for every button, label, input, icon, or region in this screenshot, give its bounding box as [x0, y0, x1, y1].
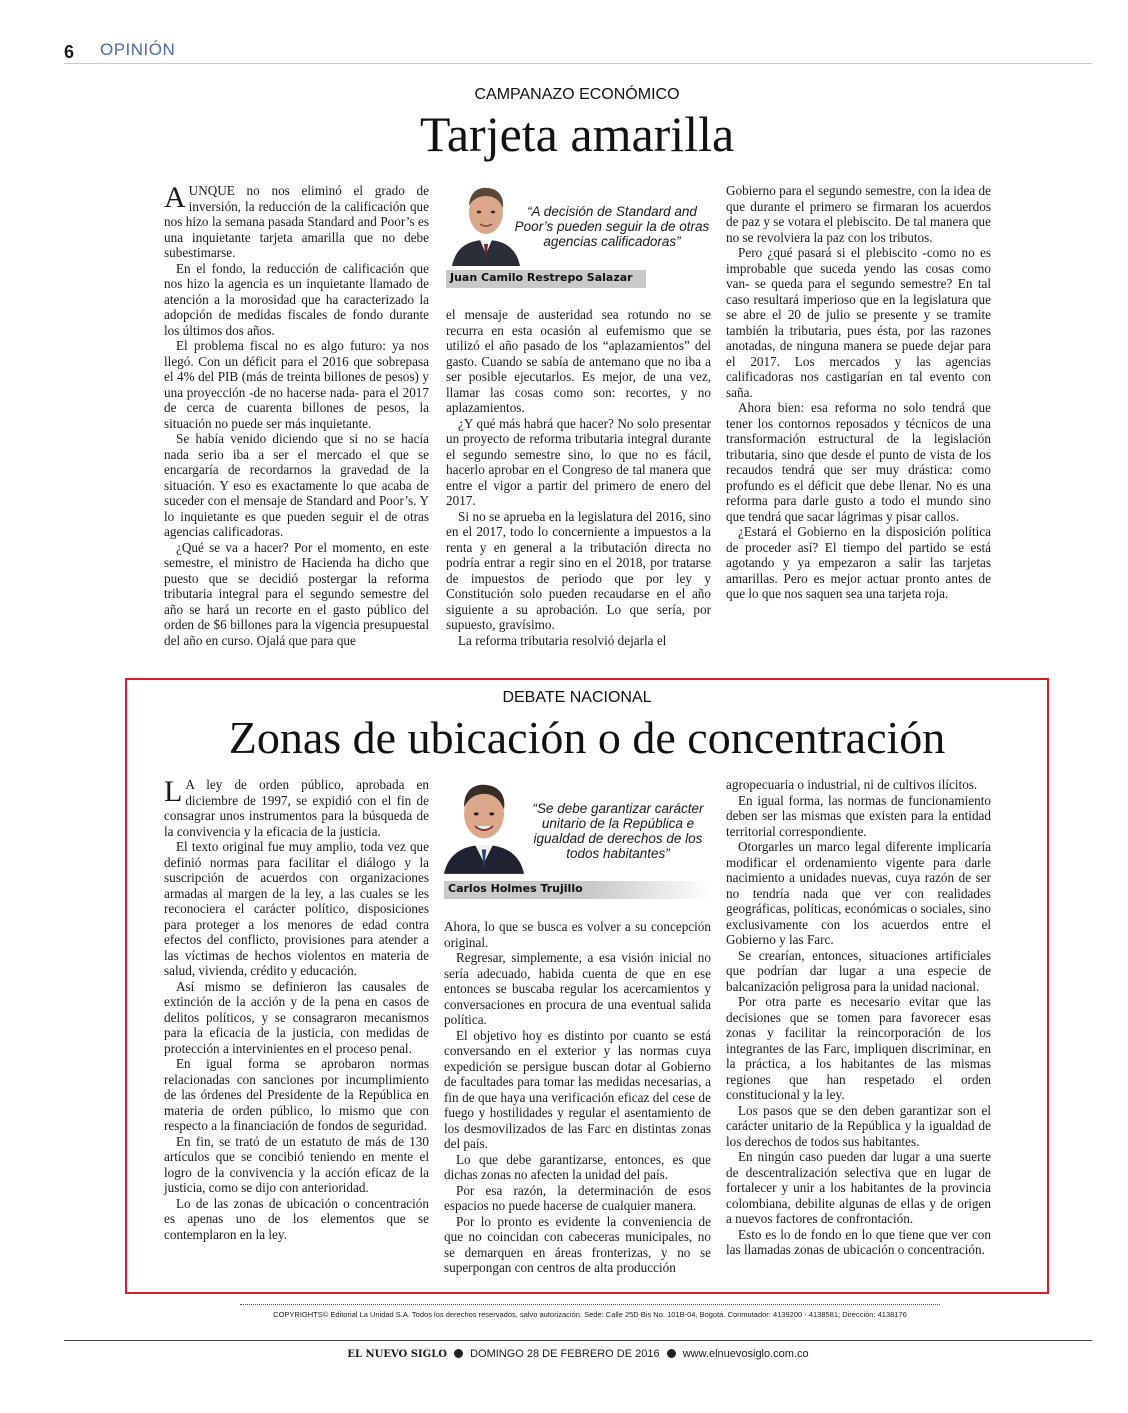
article1-author-box: [446, 178, 712, 288]
paragraph: ¿Estará el Gobierno en la disposición política de proceder así? El tiempo del partido se está agotando y ya empezaron a salir las tarjetas amarillas. Pero es mejor actuar pronto antes de que lo que nos saquen sea una tarjeta roja.: [726, 524, 991, 601]
paragraph: Por lo pronto es evidente la conveniencia de que no coincidan con cabeceras municipales, no se demarquen en áreas fronterizas, y no se superpongan con centros de alta producción: [444, 1213, 711, 1275]
paragraph: ¿Qué se va a hacer? Por el momento, en este semestre, el ministro de Hacienda ha dicho que puesto que se decidió postergar la reforma tributaria integral para el segundo semestre del año se hará un recorte en el gasto público del orden de $6 billones para la vigencia presupuestal del año en curso. Ojalá que para que: [164, 539, 429, 648]
paragraph: Por otra parte es necesario evitar que las decisiones que se tomen para favorecer esas zonas y facilitar la reincorporación de los integrantes de las Farc, impliquen discriminar, en la práctica, a los habitantes de las mismas regiones que han respetado el orden constitucional y la ley.: [726, 994, 991, 1102]
paragraph: En igual forma se aprobaron normas relacionadas con sanciones por incumplimiento de las órdenes del Presidente de la República en materia de orden público, lo mismo que con respecto a la financiación de fondos de seguridad.: [164, 1056, 429, 1133]
article2-pull-quote: “Se debe garantizar carácter unitario de la República e igualdad de derechos de los todos habitantes”: [532, 801, 704, 861]
article2-author: Carlos Holmes Trujillo: [448, 882, 583, 895]
article1-column-3: [726, 183, 991, 602]
paragraph: Se crearían, entonces, situaciones artificiales que podrían dar lugar a una especie de balcanización peligrosa para la unidad nacional.: [726, 947, 991, 994]
article1-column-2: [446, 307, 711, 648]
author-photo: [444, 773, 524, 877]
page-number: 6: [64, 42, 75, 62]
paragraph: En el fondo, la reducción de calificación que nos hizo la agencia es un inquietante llamado de atención a la morosidad que ha caracterizado la adopción de medidas fiscales de fondo durante los últimos dos años.: [164, 260, 429, 338]
paragraph: El problema fiscal no es algo futuro: ya nos llegó. Con un déficit para el 2016 que sobrepasa el 4% del PIB (más de treinta billones de pesos) y una proyección -de no hacerse nada- para el 2017 de cerca de cuarenta billones de pesos, la situación no puede ser más inquietante.: [164, 338, 429, 431]
paragraph: Esto es lo de fondo en lo que tiene que ver con las llamadas zonas de ubicación o concentración.: [726, 1226, 991, 1257]
article2-column-2: [444, 919, 711, 1276]
copyright-notice: COPYRIGHTS© Editorial La Unidad S.A. Todos los derechos reservados, salvo autorización. Sede: Calle 25D Bis No. 101B-04, Bogotá. Conmutador: 4139200 - 4138581; Dirección: 4138176: [273, 1310, 907, 1319]
newspaper-brand: EL NUEVO SIGLO: [347, 1349, 447, 1360]
paragraph: AUNQUE no nos eliminó el grado de inversión, la reducción de la calificación que nos hizo la semana pasada Standard and Poor’s es una inquietante tarjeta amarilla que no debe subestimarse.: [164, 181, 429, 260]
footer-rule: [64, 1340, 1092, 1341]
bullet-icon: [667, 1349, 676, 1358]
article1-pull-quote: “A decisión de Standard and Poor’s pueden seguir la de otras agencias calificadoras”: [514, 204, 710, 249]
article2-title: Zonas de ubicación o de concentración: [228, 712, 946, 763]
article1-title: Tarjeta amarilla: [419, 106, 735, 162]
paragraph: Si no se aprueba en la legislatura del 2016, sino en el 2017, todo lo concerniente a impuestos a la renta y en general a la tributación directa no podría entrar a regir sino en el 2018, por tratarse de impuestos de periodo que por ley y Constitución solo pueden recaudarse en el año siguiente a su aprobación. Lo que sería, por supuesto, gravísimo.: [446, 508, 711, 632]
paragraph: Lo de las zonas de ubicación o concentración es apenas uno de los elementos que se contemplaron en la ley.: [164, 1195, 429, 1242]
paragraph: Ahora, lo que se busca es volver a su concepción original.: [444, 919, 711, 950]
paragraph: La reforma tributaria resolvió dejarla el: [458, 632, 667, 648]
website-url: www.elnuevosiglo.com.co: [682, 1348, 809, 1360]
paragraph: Se había venido diciendo que si no se hacía nada serio iba a ser el mercado el que se encargaría de recordarnos la gravedad de la situación. Y eso es exactamente lo que acaba de suceder con el mensaje de Standard and Poor’s. Y lo inquietante es que pueden seguir el de otras agencias calificadoras.: [164, 431, 429, 539]
article2-column-1: [164, 777, 429, 1242]
article1-author: Juan Camilo Restrepo Salazar: [450, 271, 633, 284]
article2-column-3: [726, 777, 991, 1258]
paragraph: agropecuaria o industrial, ni de cultivos ilícitos.: [726, 777, 978, 792]
paragraph: En igual forma, las normas de funcionamiento deben ser las mismas que existen para la entidad territorial correspondiente.: [726, 792, 991, 839]
paragraph: Pero ¿qué pasará si el plebiscito -como no es improbable que suceda yendo las cosas como van- se queda para el segundo semestre? En tal caso resultará imperioso que en la legislatura que se abre el 20 de julio se presente y se tramite también la tributaria, pues ésta, por las razones anotadas, de ninguna manera se puede dejar para el 2017. Los mercados y las agencias calificadoras nos castigarían en tal evento con saña.: [726, 245, 991, 400]
paragraph: El texto original fue muy amplio, toda vez que definió normas para facilitar el diálogo y la suscripción de acuerdos con organizaciones armadas al margen de la ley, a las cuales se les reconociera el carácter político, disposiciones para proteger a los menores de edad contra efectos del conflicto, provisiones para atender a las víctimas de hechos violentos en materia de salud, vivienda, crédito y educación.: [164, 839, 429, 978]
section-name: OPINIÓN: [100, 40, 176, 59]
paragraph: Los pasos que se den deben garantizar son el carácter unitario de la República y la igualdad de los derechos de todos sus habitantes.: [726, 1102, 991, 1149]
article2-author-box: [444, 773, 712, 899]
article2-byline-bar: [444, 881, 712, 899]
bullet-icon: [454, 1349, 463, 1358]
article2-kicker: DEBATE NACIONAL: [502, 689, 652, 706]
drop-cap: L: [164, 775, 183, 808]
paragraph: Gobierno para el segundo semestre, con la idea de que durante el primero se firmaran los acuerdos de paz y se votara el plebiscito. De tal manera que no se revolviera la paz con los tributos.: [726, 183, 991, 245]
paragraph: L A ley de orden público, aprobada en diciembre de 1997, se expidió con el fin de consagrar unos instrumentos para la búsqueda de la convivencia y la eficacia de la justicia.: [164, 775, 429, 839]
paragraph: En ningún caso pueden dar lugar a una suerte de descentralización selectiva que en lugar de fortalecer y unir a los habitantes de la provincia colombiana, debilite algunas de ellas y de origen a nuevos factores de confrontación.: [726, 1149, 991, 1226]
paragraph: Regresar, simplemente, a esa visión inicial no sería adecuado, habida cuenta de que en ese entonces se buscaba regular los acercamientos y conversaciones en procura de una eventual salida política.: [444, 950, 711, 1027]
drop-cap: A: [164, 181, 186, 214]
publication-date: DOMINGO 28 DE FEBRERO DE 2016: [470, 1348, 660, 1360]
article1-kicker: CAMPANAZO ECONÓMICO: [474, 86, 680, 103]
copyright-rule: [240, 1304, 940, 1305]
paragraph: Ahora bien: esa reforma no solo tendrá que tener los contornos reposados y técnicos de una transformación estructural de la legislación tributaria, sino que desde el punto de vista de los recaudos tendrá que ser muy drástica: como profundo es el déficit que debe llenar. No es una reforma para darle gusto a todo el mundo sino que tendrá que sacar lágrimas y pisar callos.: [726, 400, 991, 524]
paragraph: En fin, se trató de un estatuto de más de 130 artículos que se concibió teniendo en mente el logro de la convivencia y la acción eficaz de la justicia, como se dijo con anterioridad.: [164, 1133, 429, 1195]
paragraph: El objetivo hoy es distinto por cuanto se está conversando en el exterior y las normas cuya expedición se persigue buscan dotar al Gobierno de facultades para tomar las medidas necesarias, a fin de que haya una verificación eficaz del cese de fuego y hostilidades y regular el asentamiento de los desmovilizados de las Farc en distintas zonas del país.: [444, 1027, 711, 1151]
paragraph: Así mismo se definieron las causales de extinción de la acción y de la pena en casos de delitos políticos, y se consagraron mecanismos para la eficacia de la justicia, con medidas de protección a intervinientes en el proceso penal.: [164, 978, 429, 1056]
paragraph: ¿Y qué más habrá que hacer? No solo presentar un proyecto de reforma tributaria integral durante el segundo semestre sino, lo que no es fácil, hacerlo aprobar en el Congreso de tal manera que entre el vigor a partir del primero de enero del 2017.: [446, 415, 711, 508]
paragraph: Otorgarles un marco legal diferente implicaría modificar el ordenamiento vigente para darle nacimiento a unidades nuevas, cuya razón de ser no tendría nada que ver con realidades geográficas, políticas, económicas o sociales, sino exclusivamente con los acuerdos entre el Gobierno y las Farc.: [726, 839, 991, 947]
page-footer: [64, 1348, 1092, 1360]
article1-byline-bar: [446, 270, 646, 288]
paragraph: Lo que debe garantizarse, entonces, es que dichas zonas no afecten la unidad del país.: [444, 1151, 711, 1182]
article1-column-1: [164, 183, 429, 648]
paragraph: el mensaje de austeridad sea rotundo no se recurra en esta ocasión al eufemismo que se utilizó el año pasado de los “aplazamientos” del gasto. Cuando se sabía de antemano que no iba a ser posible ejecutarlos. Es mejor, de una vez, llamar las cosas como son: recortes, y no aplazamientos.: [446, 307, 711, 415]
page-header: [64, 38, 1092, 64]
paragraph: Por esa razón, la determinación de esos espacios no puede hacerse de cualquier manera.: [444, 1182, 711, 1213]
